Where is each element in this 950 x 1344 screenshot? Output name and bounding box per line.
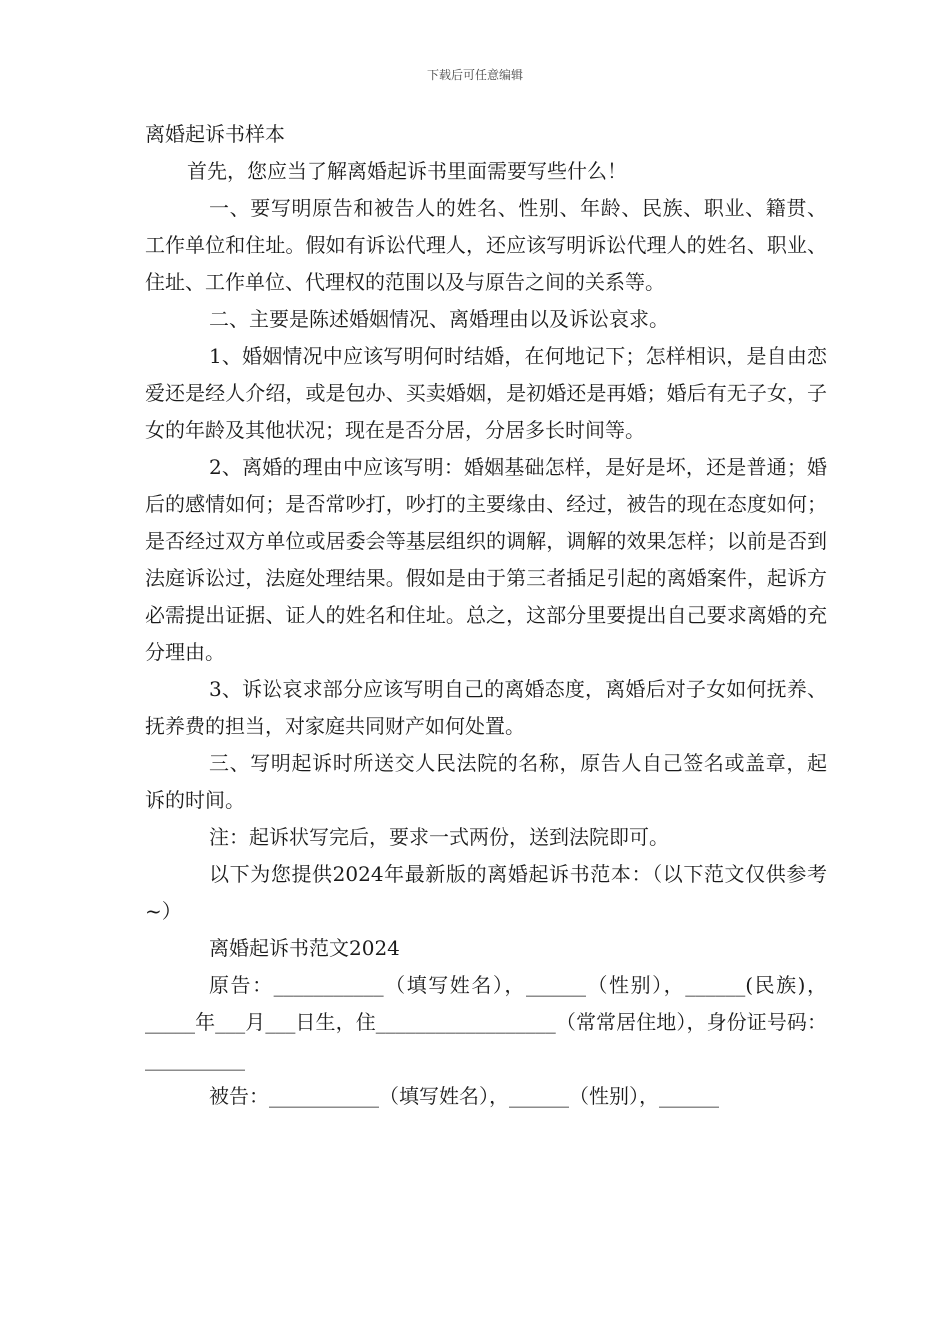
section-1-paragraph: 一、要写明原告和被告人的姓名、性别、年龄、民族、职业、籍贯、工作单位和住址。假如有诉讼代理人，还应该写明诉讼代理人的姓名、职业、住址、工作单位、代理权的范围以及与原告之间的关系等。 bbox=[145, 196, 827, 294]
document-body bbox=[145, 116, 827, 1115]
intro-paragraph: 首先，您应当了解离婚起诉书里面需要写些什么！ bbox=[187, 159, 627, 183]
document-title: 离婚起诉书样本 bbox=[145, 122, 285, 146]
section-2-paragraph: 二、主要是陈述婚姻情况、离婚理由以及诉讼哀求。 bbox=[209, 307, 669, 331]
note-paragraph: 注：起诉状写完后，要求一式两份，送到法院即可。 bbox=[209, 825, 669, 849]
plaintiff-paragraph: 原告：___________（填写姓名），______（性别），______(民族)，_____年___月___日生，住__________________（常常居住地），身份证号码：__________ bbox=[145, 973, 827, 1071]
item-3-paragraph: 3、诉讼哀求部分应该写明自己的离婚态度，离婚后对子女如何抚养、抚养费的担当，对家庭共同财产如何处置。 bbox=[145, 677, 827, 738]
header-note: 下载后可任意编辑 bbox=[426, 68, 523, 82]
section-3-paragraph: 三、写明起诉时所送交人民法院的名称，原告人自己签名或盖章，起诉的时间。 bbox=[145, 751, 827, 812]
offer-paragraph: 以下为您提供2024年最新版的离婚起诉书范本：（以下范文仅供参考~） bbox=[145, 862, 827, 923]
sample-title: 离婚起诉书范文2024 bbox=[209, 936, 400, 960]
item-1-paragraph: 1、婚姻情况中应该写明何时结婚，在何地记下；怎样相识，是自由恋爱还是经人介绍，或是包办、买卖婚姻，是初婚还是再婚；婚后有无子女，子女的年龄及其他状况；现在是否分居，分居多长时间等。 bbox=[145, 344, 827, 442]
item-2-paragraph: 2、离婚的理由中应该写明：婚姻基础怎样，是好是坏，还是普通；婚后的感情如何；是否常吵打，吵打的主要缘由、经过，被告的现在态度如何；是否经过双方单位或居委会等基层组织的调解，调解的效果怎样；以前是否到法庭诉讼过，法庭处理结果。假如是由于第三者插足引起的离婚案件，起诉方必需提出证据、证人的姓名和住址。总之，这部分里要提出自己要求离婚的充分理由。 bbox=[145, 455, 827, 664]
defendant-paragraph: 被告：___________（填写姓名），______（性别），______ bbox=[209, 1084, 719, 1108]
